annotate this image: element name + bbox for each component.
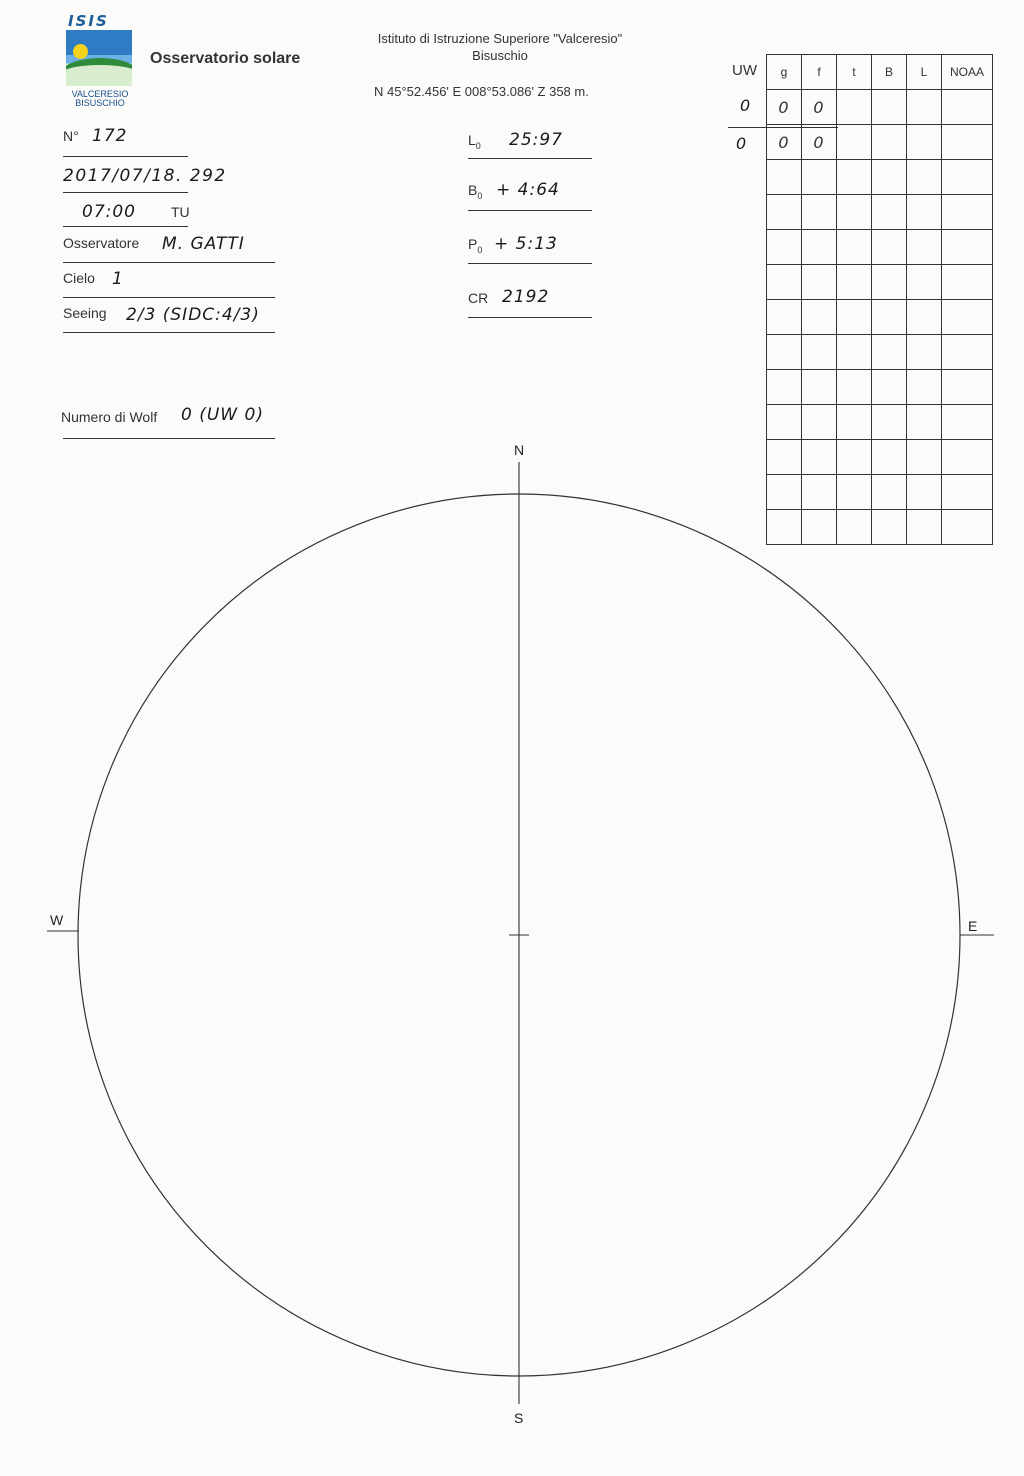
observer-value: M. GATTI (162, 234, 245, 254)
cr-value: 2192 (502, 287, 550, 307)
observatory-title: Osservatorio solare (150, 50, 301, 67)
sky-label: Cielo (63, 270, 95, 286)
header-noaa: NOAA (942, 55, 993, 90)
wolf-label: Numero di Wolf (61, 409, 158, 425)
logo-caption: VALCERESIO BISUSCHIO (71, 89, 129, 108)
header-t: t (837, 55, 872, 90)
header-l: L (907, 55, 942, 90)
observatory-coordinates: N 45°52.456' E 008°53.086' Z 358 m. (374, 84, 589, 99)
header-g: g (767, 55, 802, 90)
table-cell: 0 (802, 90, 837, 125)
table-cell: 0 (802, 125, 837, 160)
header-b: B (872, 55, 907, 90)
cr-label: CR (468, 290, 489, 306)
time-unit: TU (171, 204, 190, 220)
observer-label: Osservatore (63, 235, 140, 251)
header-f: f (802, 55, 837, 90)
number-label: N° (63, 128, 79, 144)
p0-value: + 5:13 (494, 234, 558, 254)
l0-label: $L_0$ (468, 132, 481, 151)
south-label: S (514, 1410, 524, 1426)
b0-label: $B_0$ (468, 182, 483, 201)
west-label: W (50, 912, 64, 928)
uw-label: UW (732, 62, 757, 79)
table-cell: 0 (767, 125, 802, 160)
wolf-value: 0 (UW 0) (181, 405, 264, 425)
north-label: N (514, 442, 525, 458)
number-value: 172 (92, 126, 128, 146)
uw-value-1: 0 (740, 96, 752, 115)
seeing-value: 2/3 (SIDC:4/3) (126, 305, 260, 325)
sky-value: 1 (112, 269, 124, 289)
p0-label: $P_0$ (468, 236, 483, 255)
institute-name: Istituto di Istruzione Superiore "Valceresio" Bisuschio (377, 31, 623, 63)
uw-value-2: 0 (736, 134, 748, 153)
time-value: 07:00 (82, 202, 136, 222)
table-cell: 0 (767, 90, 802, 125)
logo-text: ISIS (68, 12, 109, 30)
seeing-label: Seeing (63, 305, 107, 321)
b0-value: + 4:64 (496, 180, 560, 200)
date-value: 2017/07/18. 292 (63, 166, 227, 186)
east-label: E (968, 918, 978, 934)
l0-value: 25:97 (509, 130, 563, 150)
